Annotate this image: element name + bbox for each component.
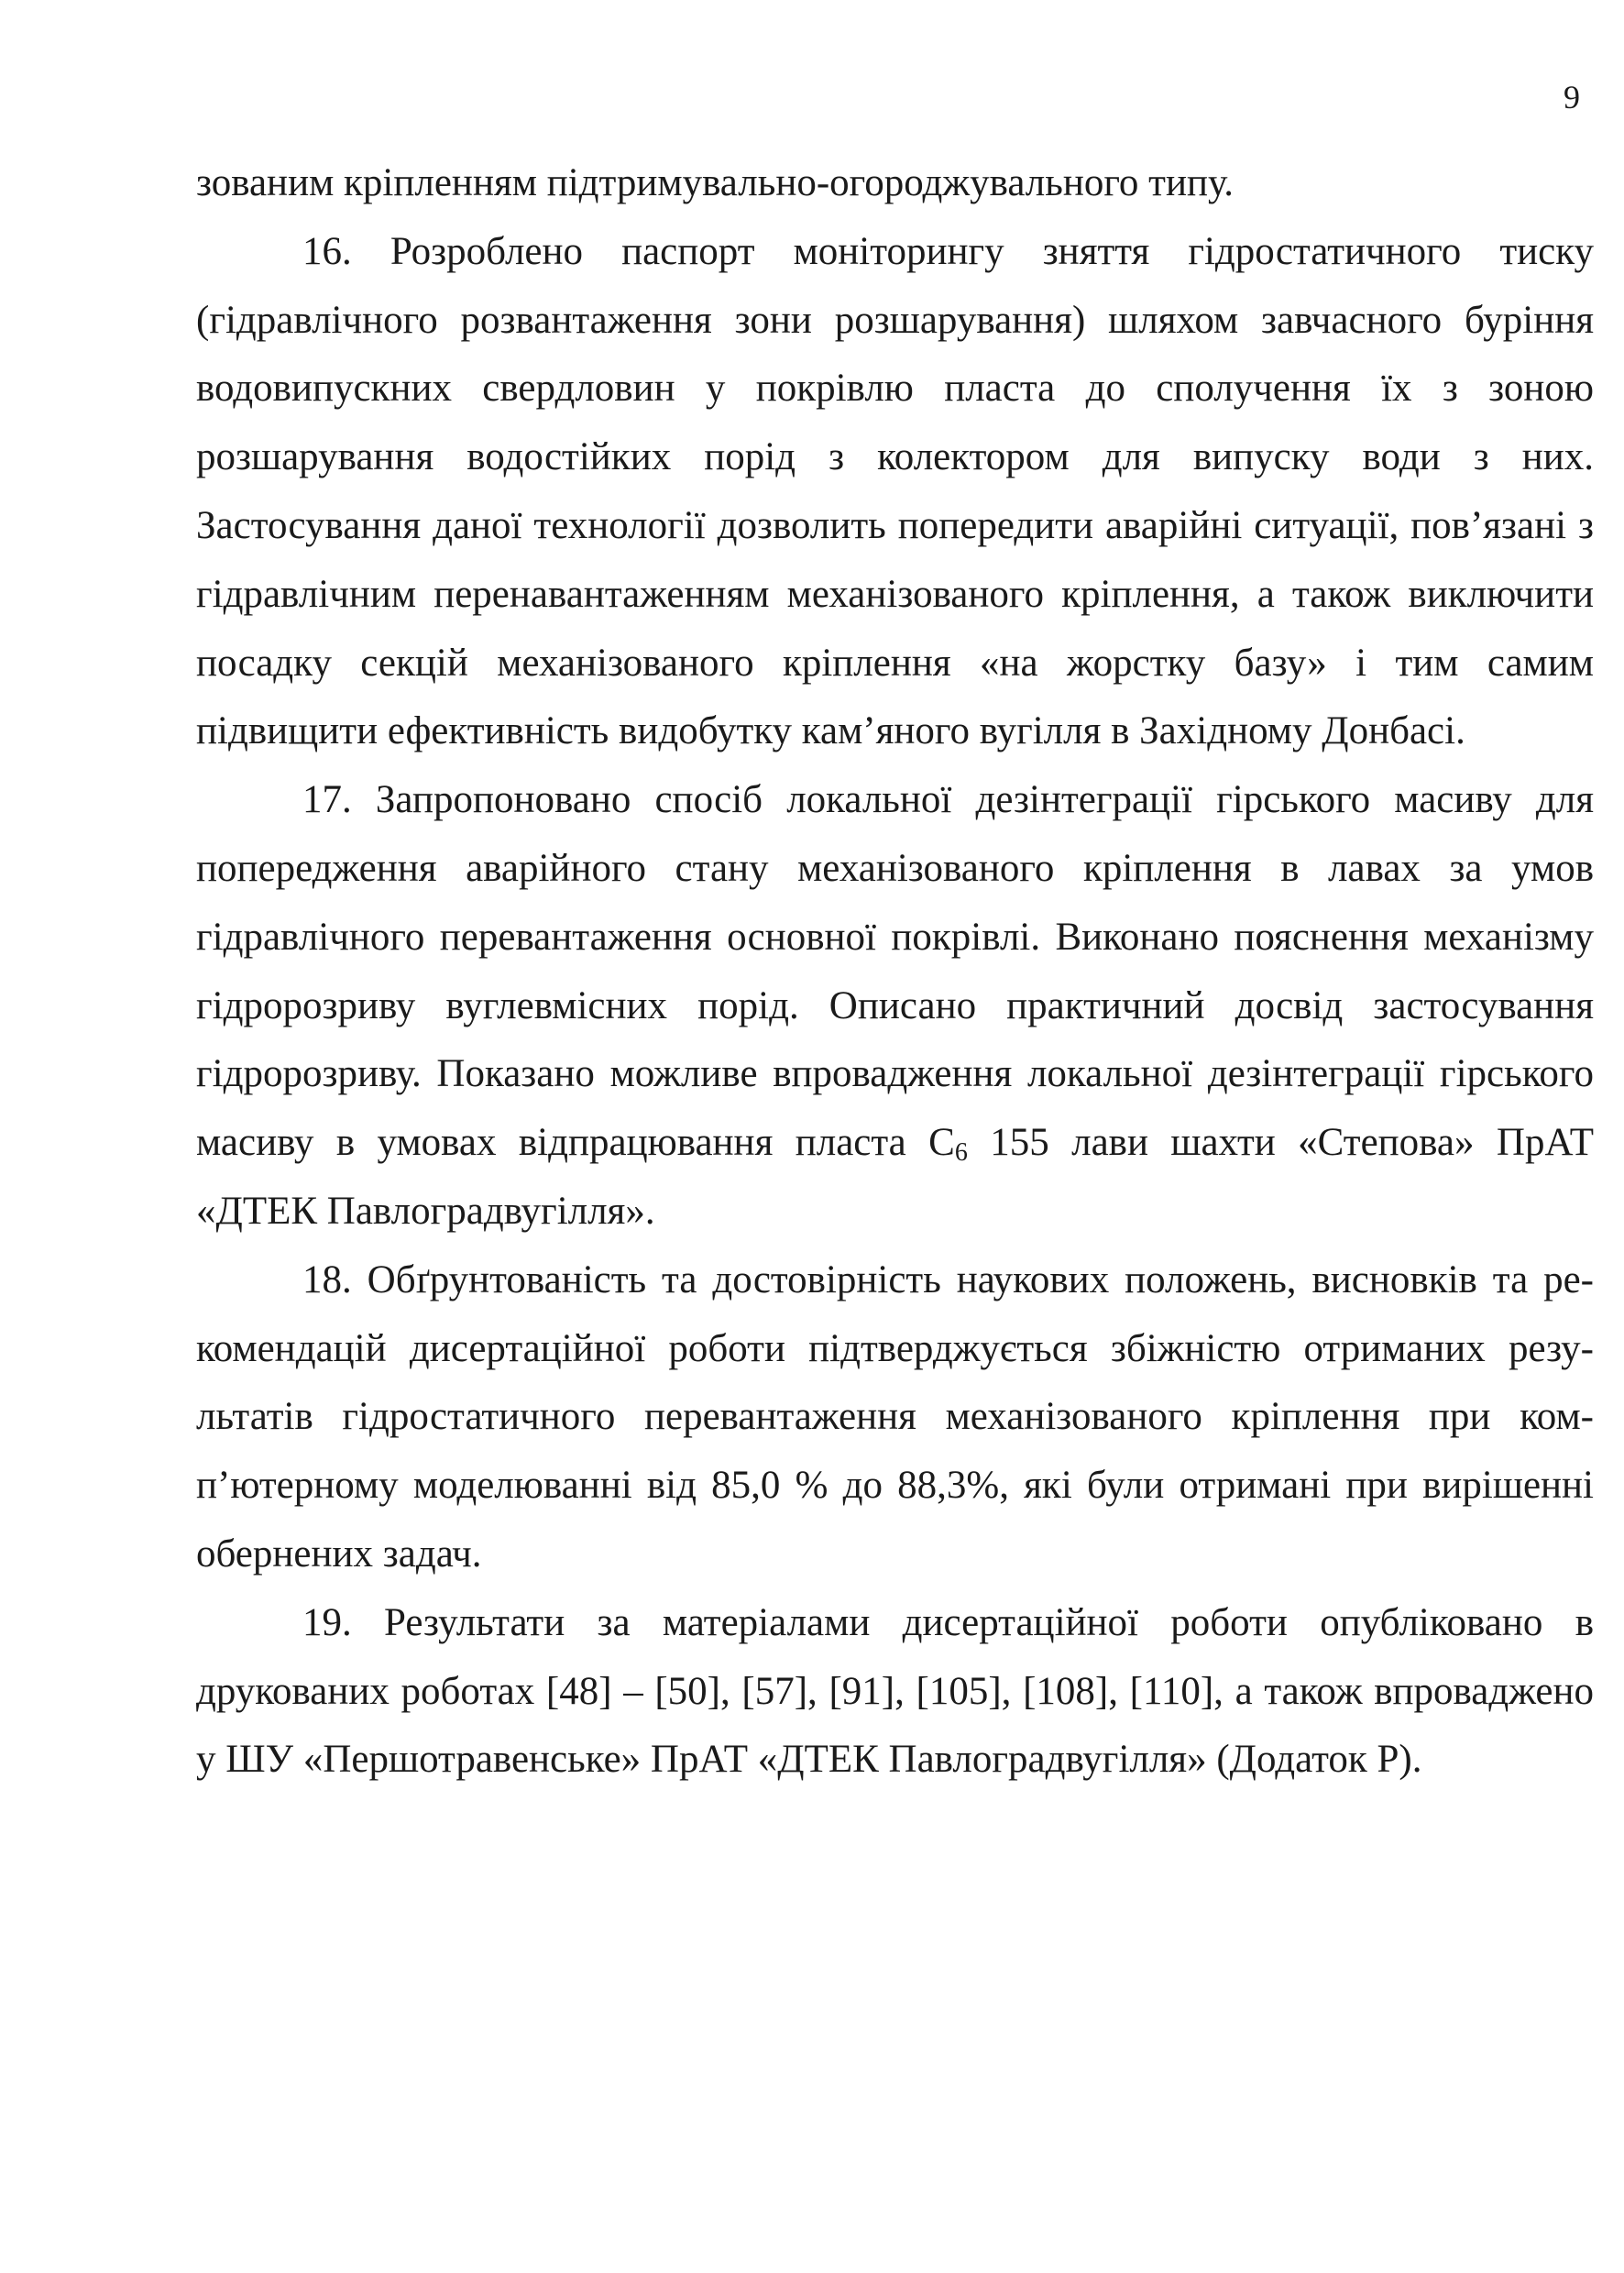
paragraph-continuation: зованим кріпленням підтримувально-огороджувального типу. (196, 161, 1234, 204)
paragraph-item-18: 18. Обґрунтованість та достовірність наукових положень, висновків та рекомендацій дисертаційної роботи підтверджується збіжністю отриманих результатів гідростатичного перевантаження механізованого кріплення при комп’ютерному моделюванні від 85,0 % до 88,3%, які були отримані при вирішенні обернених задач. (196, 1257, 1594, 1576)
paragraph-item-17 (196, 766, 1594, 1246)
page-number: 9 (1564, 79, 1580, 115)
document-body (196, 149, 1594, 1795)
paragraph-item-19: 19. Результати за матеріалами дисертаційної роботи опубліковано в друкованих роботах [48] – [50], [57], [91], [105], [108], [110], а також впроваджено у ШУ «Першотравенське» ПрАТ «ДТЕК Павлоградвугілля» (Додаток Р). (196, 1600, 1594, 1782)
seam-index-subscript: 6 (954, 1138, 968, 1168)
paragraph-item-16: 16. Розроблено паспорт моніторингу зняття гідростатичного тиску (гідравлічного розвантаження зони розшарування) шляхом завчасного буріння водовипускних свердловин у покрівлю пласта до сполучення їх з зоною розшарування водостійких порід з колектором для випуску води з них. Застосування даної технології дозволить попередити аварійні ситуації, пов’язані з гідравлічним перенавантаженням механізованого кріплення, а також виключити посадку секцій механізованого кріплення «на жорстку базу» і тим самим підвищити ефективність видобутку кам’яного вугілля в Західному Донбасі. (196, 229, 1594, 753)
paragraph-item-17-text-end: 155 лави шахти «Степова» ПрАТ «ДТЕК Павлоградвугілля». (196, 1121, 1594, 1233)
paragraph-item-17-text: 17. Запропоновано спосіб локальної дезінтеграції гірського масиву для попередження аварійного стану механізованого кріплення в лавах за умов гідравлічного перевантаження основної покрівлі. Виконано пояснення механізму гідророзриву вуглевмісних порід. Описано практичний досвід застосування гідророзриву. Показано можливе впровадження локальної дезінтеграції гірського масиву в умовах відпрацювання пласта С (196, 778, 1594, 1165)
